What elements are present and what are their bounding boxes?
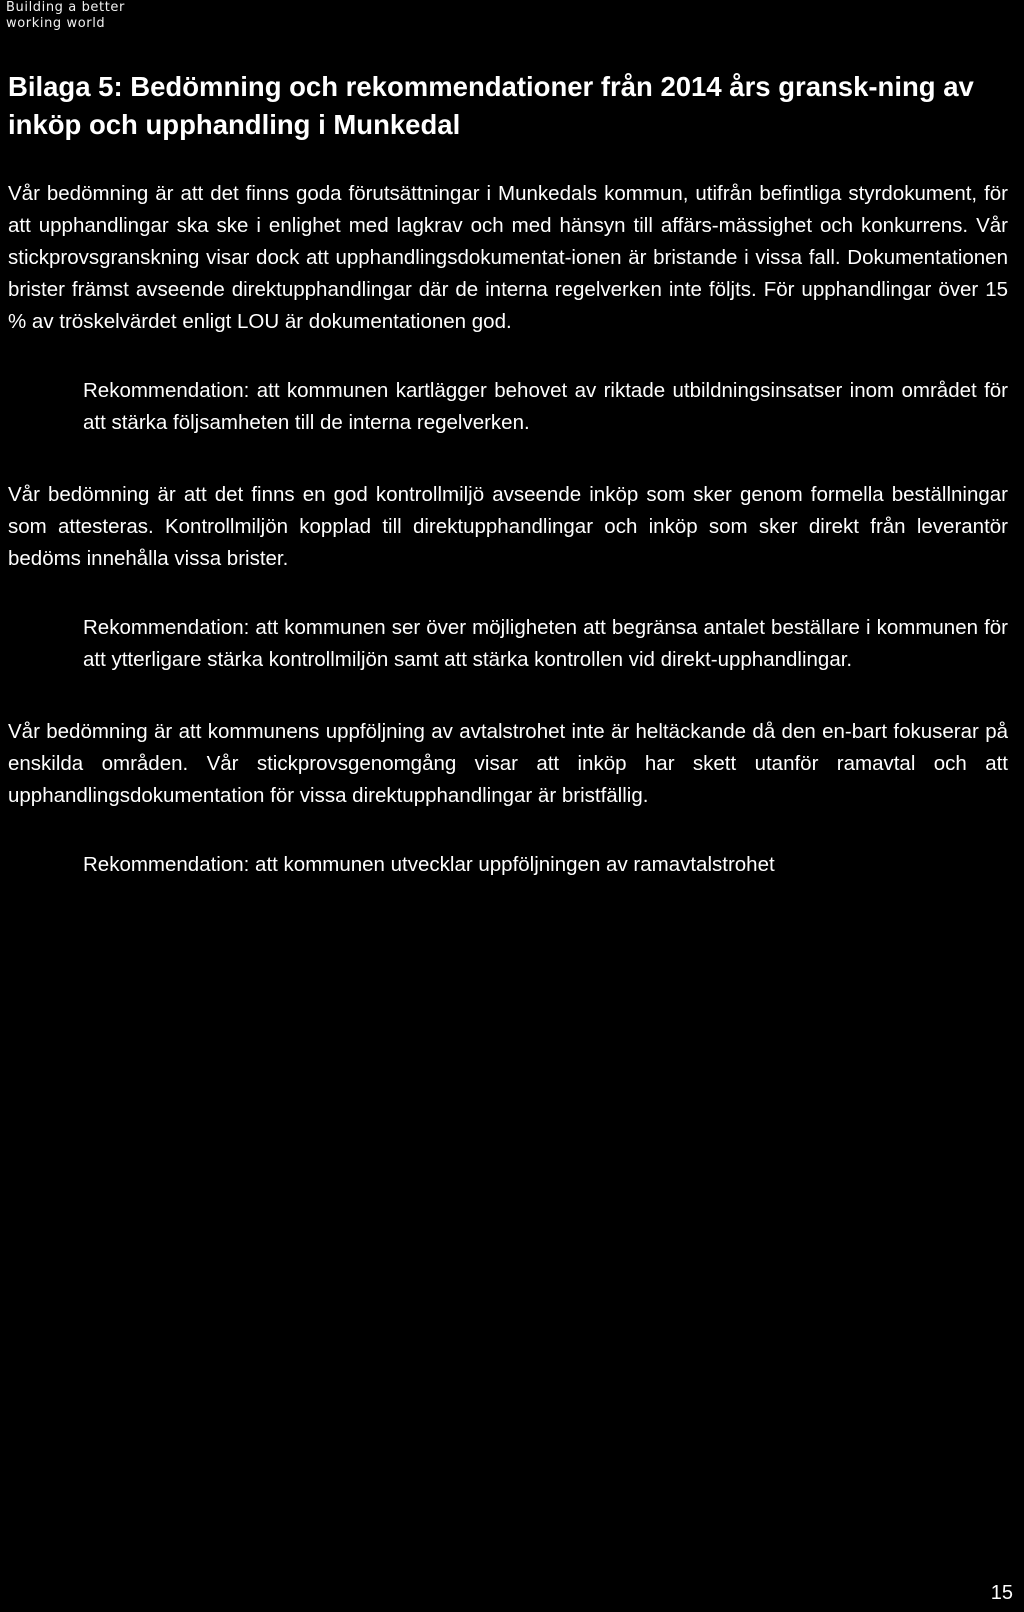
assessment-paragraph-2: Vår bedömning är att det finns en god kontrollmiljö avseende inköp som sker genom formella beställningar som attesteras. Kontrollmiljön kopplad till direktupphandlingar och inköp som sker direkt från leverantör bedöms innehålla vissa brister.: [8, 483, 1008, 570]
recommendation-paragraph-3: Rekommendation: att kommunen utvecklar uppföljningen av ramavtalstrohet: [83, 853, 775, 876]
company-tagline-logo: Building a better working world: [6, 0, 125, 31]
assessment-paragraph-1: Vår bedömning är att det finns goda förutsättningar i Munkedals kommun, utifrån befintliga styrdokument, för att upphandlingar ska ske i enlighet med lagkrav och med hänsyn till affärs-mässighet och konkurrens. Vår stickprovsgranskning visar dock att upphandlingsdokumentat-ionen är bristande i vissa fall. Dokumentationen brister främst avseende direktupphandlingar där de interna regelverken inte följts. För upphandlingar över 15 % av tröskelvärdet enligt LOU är dokumentationen god.: [8, 182, 1008, 333]
document-body: [8, 178, 1008, 881]
page-title: Bilaga 5: Bedömning och rekommendationer från 2014 års gransk-ning av inköp och upphandling i Munkedal: [8, 71, 974, 140]
recommendation-paragraph-1: Rekommendation: att kommunen kartlägger behovet av riktade utbildningsinsatser inom området för att stärka följsamheten till de interna regelverken.: [83, 379, 1008, 434]
recommendation-paragraph-2: Rekommendation: att kommunen ser över möjligheten att begränsa antalet beställare i kommunen för att ytterligare stärka kontrollmiljön samt att stärka kontrollen vid direkt-upphandlingar.: [83, 616, 1008, 671]
assessment-paragraph-3: Vår bedömning är att kommunens uppföljning av avtalstrohet inte är heltäckande då den en-bart fokuserar på enskilda områden. Vår stickprovsgenomgång visar att inköp har skett utanför ramavtal och att upphandlingsdokumentation för vissa direktupphandlingar är bristfällig.: [8, 720, 1008, 807]
page-number: 15: [990, 1582, 1013, 1604]
